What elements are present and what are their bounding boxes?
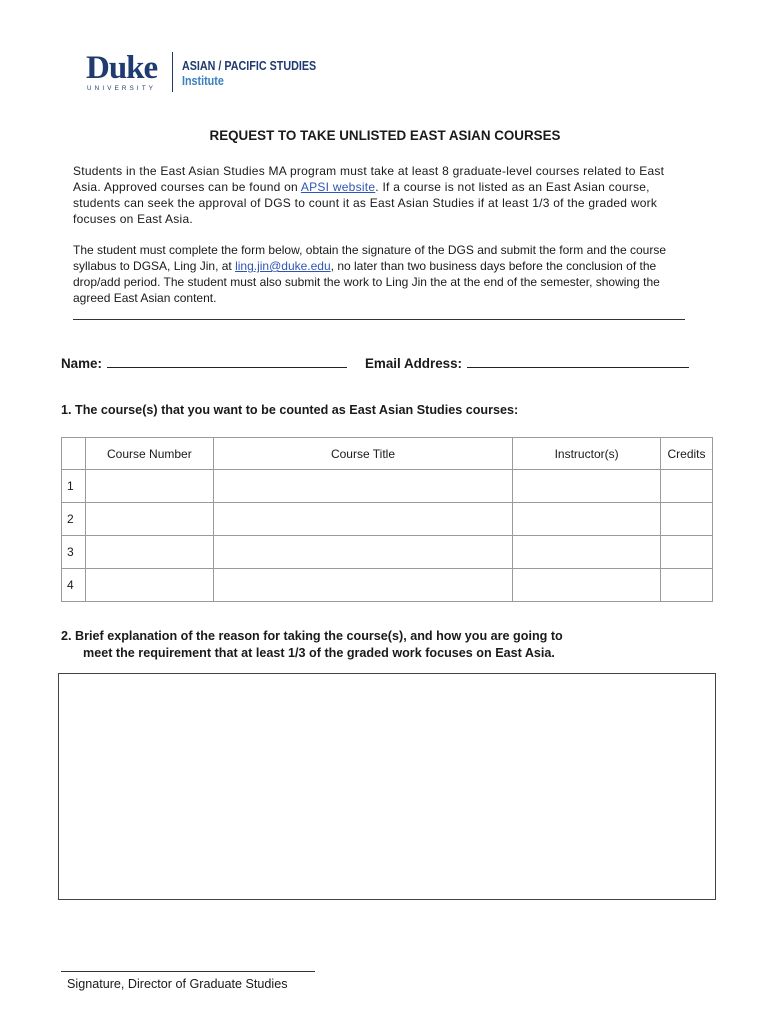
page-title: REQUEST TO TAKE UNLISTED EAST ASIAN COURSES <box>209 128 561 143</box>
explanation-textbox[interactable] <box>58 673 716 900</box>
courses-table <box>61 437 713 602</box>
table-row <box>62 503 713 536</box>
instructor-cell[interactable] <box>513 569 661 602</box>
question-2-line2: meet the requirement that at least 1/3 of the graded work focuses on East Asia. <box>83 646 555 660</box>
credits-cell[interactable] <box>661 536 713 569</box>
instructor-cell[interactable] <box>513 470 661 503</box>
course-title-cell[interactable] <box>213 503 512 536</box>
name-label: Name: <box>61 356 102 371</box>
table-row <box>62 470 713 503</box>
question-2 <box>61 628 563 662</box>
email-label: Email Address: <box>365 356 462 371</box>
course-number-cell[interactable] <box>85 470 213 503</box>
header-credits: Credits <box>661 438 713 470</box>
row-number: 3 <box>62 536 86 569</box>
row-number: 1 <box>62 470 86 503</box>
logo-line2: Institute <box>182 74 224 88</box>
intro-paragraph-2 <box>73 242 693 306</box>
name-blank[interactable] <box>107 355 347 368</box>
name-field <box>61 355 347 371</box>
course-title-cell[interactable] <box>213 470 512 503</box>
course-number-cell[interactable] <box>85 536 213 569</box>
intro-p1-text-after: . If a course is not listed as an East Asian course, students can seek the approval of DGS to count it as East Asian Studies if at least 1/3 of the graded work focuses on East Asia. <box>73 180 658 226</box>
instructor-cell[interactable] <box>513 503 661 536</box>
question-1: 1. The course(s) that you want to be counted as East Asian Studies courses: <box>61 403 519 417</box>
signature-line[interactable] <box>61 971 315 972</box>
header-course-number: Course Number <box>85 438 213 470</box>
credits-cell[interactable] <box>661 503 713 536</box>
credits-cell[interactable] <box>661 569 713 602</box>
header-instructors: Instructor(s) <box>513 438 661 470</box>
credits-cell[interactable] <box>661 470 713 503</box>
logo-divider <box>172 52 173 92</box>
email-link[interactable]: ling.jin@duke.edu <box>235 259 331 273</box>
course-number-cell[interactable] <box>85 569 213 602</box>
email-blank[interactable] <box>467 355 689 368</box>
intro-paragraph-1 <box>73 163 693 227</box>
question-2-line1: 2. Brief explanation of the reason for taking the course(s), and how you are going to <box>61 629 563 643</box>
instructor-cell[interactable] <box>513 536 661 569</box>
email-field <box>365 355 689 371</box>
intro-p2-text-after: , no later than two business days before the conclusion of the drop/add period. The student must also submit the work to Ling Jin the at the end of the semester, showing the agreed East Asian content. <box>73 259 660 305</box>
logo-wordmark: Duke <box>86 50 158 86</box>
row-number: 2 <box>62 503 86 536</box>
course-number-cell[interactable] <box>85 503 213 536</box>
divider <box>73 319 685 320</box>
course-title-cell[interactable] <box>213 569 512 602</box>
row-number: 4 <box>62 569 86 602</box>
header-course-title: Course Title <box>213 438 512 470</box>
table-header-row <box>62 438 713 470</box>
header-cell-index <box>62 438 86 470</box>
intro-p2-text: The student must complete the form below, obtain the signature of the DGS and submit the form and the course syllabus to DGSA, Ling Jin, at <box>73 243 666 273</box>
logo-line1: ASIAN / PACIFIC STUDIES <box>182 59 317 73</box>
logo-university: UNIVERSITY <box>87 85 157 92</box>
table-row <box>62 536 713 569</box>
signature-label: Signature, Director of Graduate Studies <box>67 977 288 991</box>
table-row <box>62 569 713 602</box>
course-title-cell[interactable] <box>213 536 512 569</box>
apsi-website-link[interactable]: APSI website <box>300 180 376 194</box>
intro-p1-text: Students in the East Asian Studies MA program must take at least 8 graduate-level courses related to East Asia. Approved courses can be found on <box>73 164 665 194</box>
